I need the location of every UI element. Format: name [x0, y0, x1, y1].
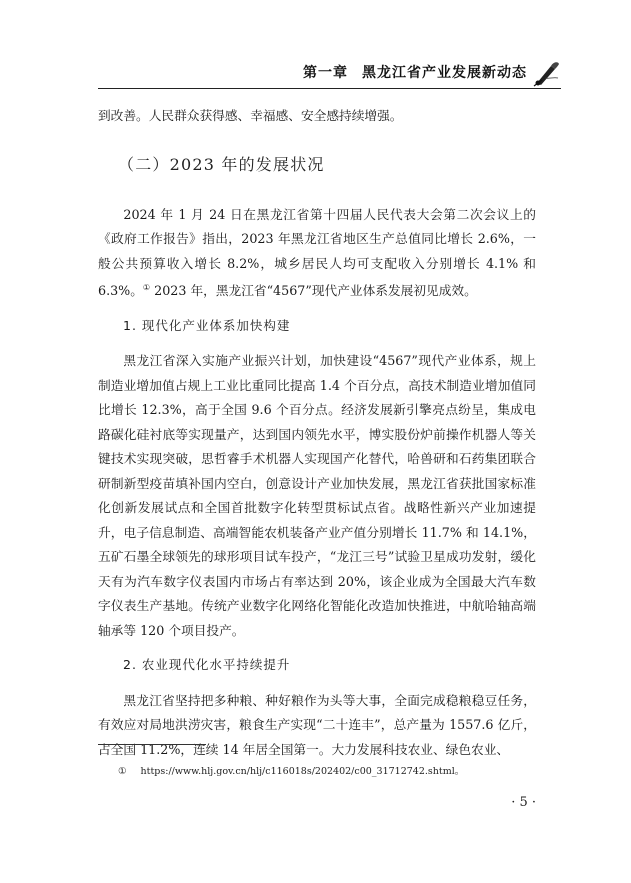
paragraph-2: 黑龙江省深入实施产业振兴计划，加快建设“4567”现代产业体系，规上制造业增加值占规上工业比重同比提高 1.4 个百分点，高技术制造业增加值同比增长 12.3%，高于全国 9.6 个百分点。经济发展新引擎亮点纷呈，集成电路碳化硅衬底等实现量产，达到国内领先水平，博实股份炉前操作机器人等关键技术实现突破，思哲睿手术机器人实现国产化替代，哈兽研和石药集团联合研制新型疫苗填补国内空白，创意设计产业加快发展，黑龙江省获批国家标准化创新发展试点和全国首批数字化转型贯标试点省。战略性新兴产业加速提升，电子信息制造、高端智能农机装备产业产值分别增长 11.7% 和 14.1%，五矿石墨全球领先的球形项目试车投产，“龙江三号”试验卫星成功发射，缓化天有为汽车数字仪表国内市场占有率达到 20%，该企业成为全国最大汽车数字仪表生产基地。传统产业数字化网络化智能化改造加快推进，中航哈轴高端轴承等 120 个项目投产。: [98, 353, 536, 638]
subheading-2: 2. 农业现代化水平持续提升: [123, 657, 291, 673]
footnote-ref: ①: [142, 283, 151, 292]
main-content: [98, 104, 536, 762]
header-text: [303, 62, 527, 82]
subheading-1: 1. 现代化产业体系加快构建: [123, 317, 291, 333]
paragraph-3: 黑龙江省坚持把多种粮、种好粮作为头等大事，全面完成稳粮稳豆任务，有效应对局地洪涝灾害，粮食生产实现“二十连丰”，总产量为 1557.6 亿斤，占全国 11.2%，连续 14 年居全国第一。大力发展科技农业、绿色农业、: [98, 692, 536, 757]
intro-line: 到改善。人民群众获得感、幸福感、安全感持续增强。: [98, 108, 403, 123]
running-header: [98, 58, 561, 89]
footnote: [118, 763, 538, 777]
chapter-label: 第一章: [303, 65, 348, 81]
section-heading: （二）2023 年的发展状况: [118, 154, 325, 174]
paragraph-1-tail: 2023 年，黑龙江省“4567”现代产业体系发展初见成效。: [150, 283, 477, 299]
footnote-url: https://www.hlj.gov.cn/hlj/c116018s/202402/c00_31712742.shtml。: [140, 766, 465, 777]
ink-brush-logo-icon: [531, 58, 561, 88]
footnote-divider: [98, 744, 206, 745]
paragraph-1: [98, 203, 536, 304]
chapter-title: 黑龙江省产业发展新动态: [362, 65, 527, 81]
page-number: · 5 ·: [511, 795, 536, 810]
paragraph-1-text: 2024 年 1 月 24 日在黑龙江省第十四届人民代表大会第二次会议上的《政府工作报告》指出，2023 年黑龙江省地区生产总值同比增长 2.6%，一般公共预算收入增长 8.2%，城乡居民人均可支配收入分别增长 4.1% 和 6.3%。: [98, 206, 536, 299]
footnote-mark: ①: [118, 766, 127, 777]
